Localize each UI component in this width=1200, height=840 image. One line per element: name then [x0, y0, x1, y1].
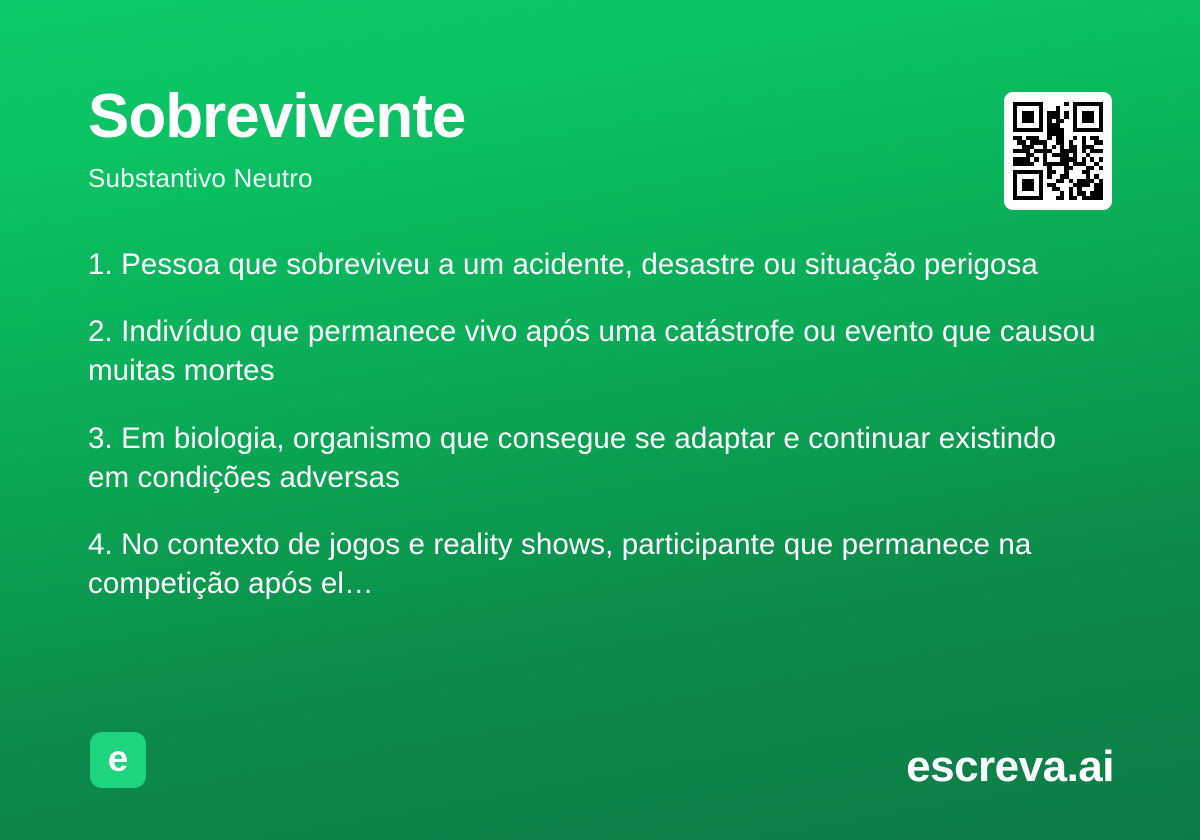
card-header: [88, 84, 1112, 194]
list-item: 1. Pessoa que sobreviveu a um acidente, desastre ou situação perigosa: [88, 248, 1038, 281]
list-item: 3. Em biologia, organismo que consegue se adaptar e continuar existindo em condições adversas: [88, 421, 1057, 494]
list-item: 4. No contexto de jogos e reality shows, participante que permanece na competição após el…: [88, 528, 1032, 601]
definition-list: [88, 245, 1098, 604]
word-class-label: Substantivo Neutro: [88, 163, 313, 194]
qr-code[interactable]: [1004, 92, 1112, 210]
logo-badge: [90, 732, 146, 788]
logo-letter: e: [107, 737, 129, 779]
brand-name: escreva.ai: [906, 742, 1114, 791]
page-title: Sobrevivente: [88, 82, 466, 151]
qr-code-icon: [1013, 102, 1103, 200]
list-item: 2. Indivíduo que permanece vivo após uma catástrofe ou evento que causou muitas mortes: [88, 315, 1096, 388]
